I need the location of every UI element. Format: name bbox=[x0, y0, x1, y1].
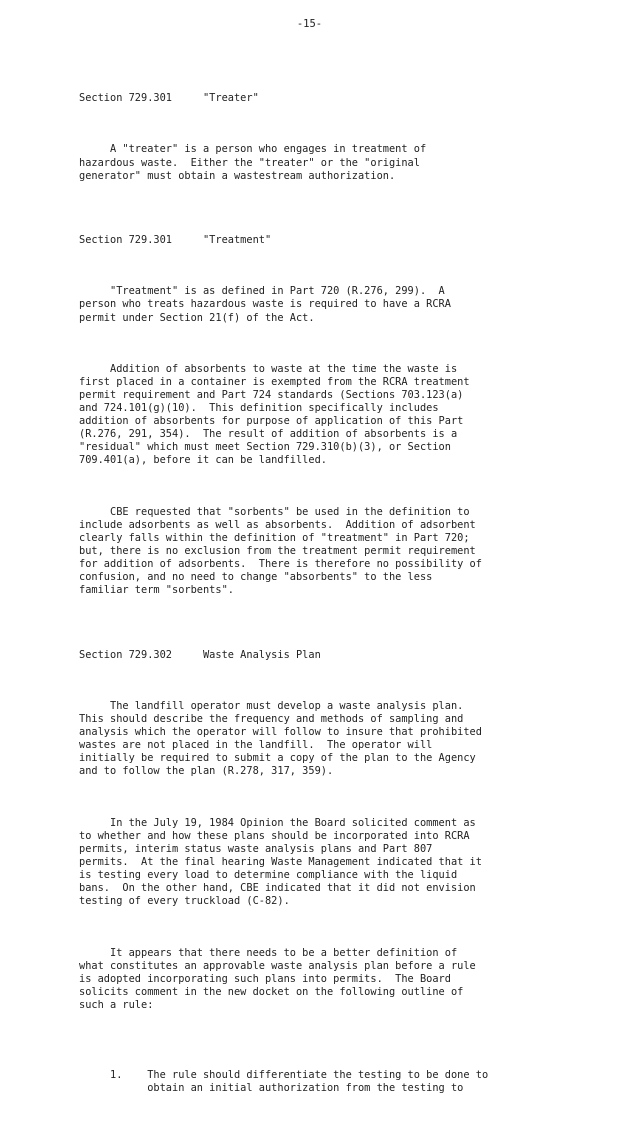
document-body bbox=[79, 66, 599, 1122]
paragraph-board-solicited-comment: In the July 19, 1984 Opinion the Board solicited comment as to whether and how these plans should be incorporated into RCRA permits, interim status waste analysis plans and Part 807 permits. At the final hearing Waste Management indicated that it is testing every load to determine compliance with the liquid bans. On the other hand, CBE indicated that it did not envision testing of every truckload (C-82). bbox=[79, 816, 482, 908]
paragraph-treatment-definition: "Treatment" is as defined in Part 720 (R.276, 299). A person who treats hazardous waste is required to have a RCRA permit under Section 21(f) of the Act. bbox=[79, 285, 451, 324]
paragraph-treater-definition: A "treater" is a person who engages in treatment of hazardous waste. Either the "treater" or the "original generator" must obtain a wastestream authorization. bbox=[79, 143, 427, 182]
page-number: -15- bbox=[296, 18, 323, 30]
paragraph-better-definition: It appears that there needs to be a better definition of what constitutes an approvable waste analysis plan before a rule is adopted incorporating such plans into permits. The Board solicits comment in the new docket on the following outline of such a rule: bbox=[79, 946, 476, 1011]
paragraph-absorbents: Addition of absorbents to waste at the time the waste is first placed in a container is exempted from the RCRA treatment permit requirement and Part 724 standards (Sections 703.123(a) and 724.101(g)(10). This definition specifically includes addition of absorbents for purpose of application of this Part (R.276, 291, 354). The result of addition of absorbents is a "residual" which must meet Section 729.310(b)(3), or Section 709.401(a), before it can be landfilled. bbox=[79, 362, 470, 467]
section-heading-waste-analysis-plan: Section 729.302 Waste Analysis Plan bbox=[79, 648, 321, 661]
paragraph-sorbents: CBE requested that "sorbents" be used in the definition to include adsorbents as well as absorbents. Addition of adsorbent clearly falls within the definition of "treatment" in Part 720; but, there is no exclusion from the treatment permit requirement for addition of adsorbents. There is therefore no possibility of confusion, and no need to change "absorbents" to the less familiar term "sorbents". bbox=[79, 505, 482, 597]
paragraph-waste-analysis-plan: The landfill operator must develop a waste analysis plan. This should describe the frequency and methods of sampling and analysis which the operator will follow to insure that prohibited wastes are not placed in the landfill. The operator will initially be required to submit a copy of the plan to the Agency and to follow the plan (R.278, 317, 359). bbox=[79, 699, 482, 778]
list-item-1: 1. The rule should differentiate the testing to be done to obtain an initial authorization from the testing to bbox=[109, 1069, 489, 1095]
section-heading-treatment: Section 729.301 "Treatment" bbox=[79, 234, 272, 247]
section-heading-treater: Section 729.301 "Treater" bbox=[79, 92, 259, 105]
